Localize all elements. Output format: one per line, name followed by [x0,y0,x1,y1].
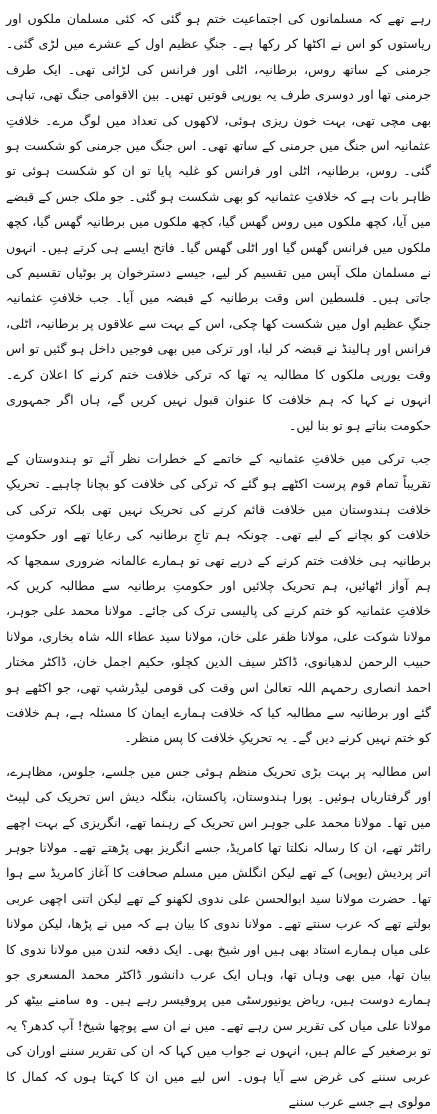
article-paragraph-2: جب ترکی میں خلافتِ عثمانیہ کے خاتمے کے خطرات نظر آئے تو ہندوستان کے تقریباً تمام قوم پرست اکٹھے ہو گئے کہ ترکی کی خلافت کو بچانا چاہیے۔ تحریکِ خلافت ہندوستان میں خلافت قائم کرنے کی تحریک نہیں تھی بلکہ ترکی کی خلافت کو بچانے کے لیے تھی۔ چونکہ ہم تاجِ برطانیہ کی رعایا تھے اور حکومتِ برطانیہ ہی خلافت ختم کرنے کے درپے تھی تو ہمارے عالمانہ ضروری سمجھا کہ ہم آواز اٹھائیں، ہم تحریک چلائیں اور حکومتِ برطانیہ سے مطالبہ کریں کہ خلافتِ عثمانیہ کو ختم کرنے کی پالیسی ترک کی جائے۔ مولانا محمد علی جوہر، مولانا شوکت علی، مولانا ظفر علی خان، مولانا سید عطاء اللہ شاہ بخاری، مولانا حبیب الرحمن لدھیانوی، ڈاکٹر سیف الدین کچلو، حکیم اجمل خان، ڈاکٹر مختار احمد انصاری رحمہم اللہ تعالیٰ اس وقت کی قومی لیڈرشپ تھی، جو اکٹھے ہو گئے اور برطانیہ سے مطالبہ کیا کہ خلافت ہمارے ایمان کا مسئلہ ہے، ہم خلافت کو ختم نہیں کرنے دیں گے۔ یہ تحریکِ خلافت کا پس منظر۔ [6,450,431,746]
article-paragraph-3: اس مطالبہ پر بہت بڑی تحریک منظم ہوئی جس میں جلسے، جلوس، مظاہرے، اور گرفتاریاں ہوئیں۔ پورا ہندوستان، پاکستان، بنگلہ دیش اس تحریک کی لپیٹ میں تھا۔ مولانا محمد علی جوہر اس تحریک کے رہنما تھے، انگریزی کے بہت اچھے رائٹر تھے، ان کا رسالہ نکلتا تھا کامریڈ، جسے انگریز بھی پڑھتے تھے۔ مولانا جوہر اتر پردیش (یوپی) کے تھے لیکن انگلش میں مسلم صحافت کا آغاز کامریڈ سے ہوا تھا۔ حضرت مولانا سید ابوالحسن علی ندوی لکھنو کے تھے لیکن اتنی اچھی عربی بولتے تھے کہ عرب سنتے تھے۔ مولانا ندوی کا بیان ہے کہ میں نے پڑھا، لیکن مولانا علی میاں ہمارے استاد بھی ہیں اور شیخ بھی۔ ایک دفعہ لندن میں مولانا ندوی کا بیان تھا، میں بھی وہاں تھا، وہاں ایک عرب دانشور ڈاکٹر محمد المسعری جو ہمارے دوست ہیں، ریاض یونیورسٹی میں پروفیسر رہے ہیں۔ وہ سامنے بیٹھ کر مولانا علی میاں کی تقریر سن رہے تھے۔ میں نے ان سے پوچھا شیخ! آپ کدھر؟ یہ تو برصغیر کے عالم ہیں، انہوں نے جواب میں کہا کہ ان کی تقریر سننے اوران کی عربی سننے کی غرض سے آیا ہوں۔ اس لیے میں ان کا کہتا ہوں کہ کمال کا مولوی ہے جسے عرب سننے [6,763,431,1110]
article-paragraph-1: رہے تھے کہ مسلمانوں کی اجتماعیت ختم ہو گئی کہ کئی مسلمان ملکوں اور ریاستوں کو اس نے اکٹھا کر رکھا ہے۔ جنگِ عظیم اول کے عشرے میں لڑی گئی۔ جرمنی کے ساتھ روس، برطانیہ، اٹلی اور فرانس کی لڑائی تھی۔ ایک طرف جرمنی تھا اور دوسری طرف یہ یورپی قوتیں تھیں۔ بین الاقوامی جنگ تھی، تباہی بھی مچی تھی، بہت خون ریزی ہوئی، لاکھوں کی تعداد میں لوگ مرے۔ خلافتِ عثمانیہ اس جنگ میں جرمنی کے ساتھ تھی۔ اس جنگ میں جرمنی کو شکست ہو گئی۔ روس، برطانیہ، اٹلی اور فرانس کو غلبہ پایا تو ان کو شکست ہوئی تو ظاہر بات ہے کہ خلافتِ عثمانیہ کو بھی شکست ہو گئی۔ جو ملک جس کے قبضے میں آیا، کچھ ملکوں میں روس گھس گیا، کچھ ملکوں میں برطانیہ گھس گیا، کچھ ملکوں میں فرانس گھس گیا اور اٹلی گھس گیا۔ فاتح ایسے ہی کرتے ہیں۔ انہوں نے مسلمان ملک آپس میں تقسیم کر لیے، جیسے دسترخوان پر بوٹیاں تقسیم کی جاتی ہیں۔ فلسطین اس وقت برطانیہ کے قبضہ میں آیا۔ جب خلافتِ عثمانیہ جنگِ عظیم اول میں شکست کھا چکی، اس کے بہت سے علاقوں پر برطانیہ، اٹلی، فرانس اور ہالینڈ نے قبضہ کر لیا، اور ترکی میں بھی فوجیں داخل ہو گئیں تو اس وقت یورپی ملکوں کا مطالبہ یہ تھا کہ ترکی خلافت ختم کرنے کا اعلان کرے۔ انہوں نے کہا کہ ہم خلافت کا عنوان قبول نہیں کریں گے، ہاں اگر جمہوری حکومت بناتے ہو تو بنا لیں۔ [6,11,431,433]
